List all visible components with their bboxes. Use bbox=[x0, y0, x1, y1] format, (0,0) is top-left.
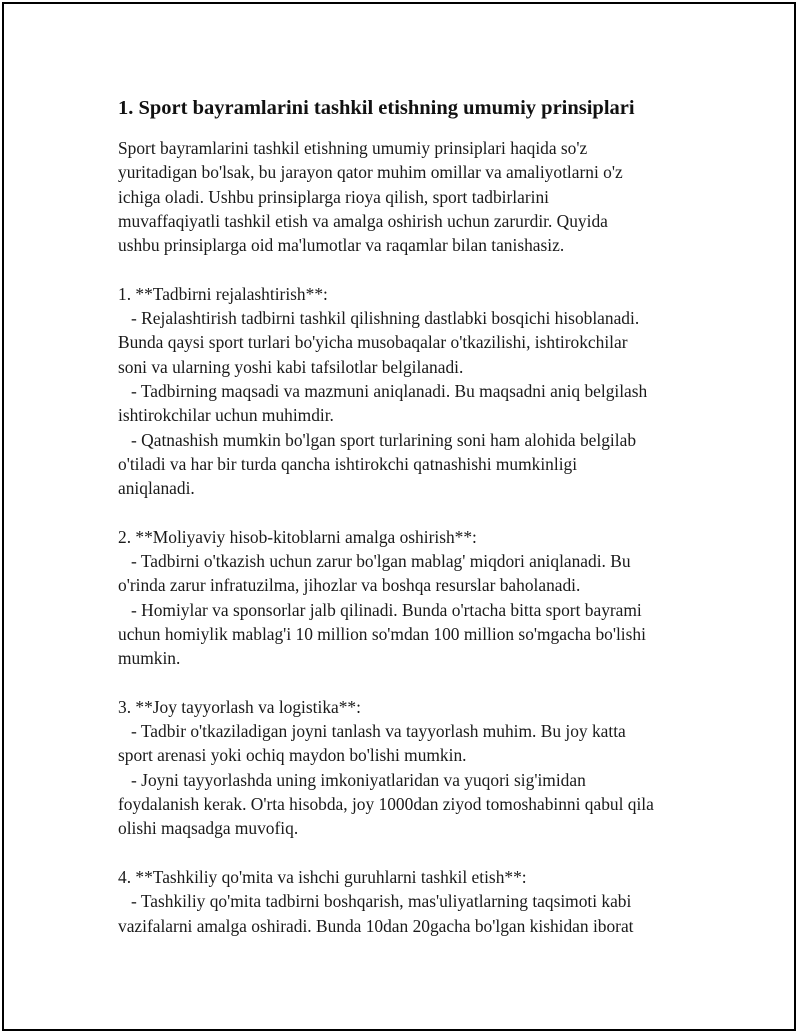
text-line: sport arenasi yoki ochiq maydon bo'lishi mumkin. bbox=[118, 745, 467, 766]
text-line: - Tadbirni o'tkazish uchun zarur bo'lgan mablag' miqdori aniqlanadi. Bu bbox=[118, 551, 631, 572]
text-line: - Homiylar va sponsorlar jalb qilinadi. Bunda o'rtacha bitta sport bayrami bbox=[118, 599, 642, 620]
text-line: muvaffaqiyatli tashkil etish va amalga oshirish uchun zarurdir. Quyida bbox=[118, 210, 608, 231]
text-line: - Rejalashtirish tadbirni tashkil qilishning dastlabki bosqichi hisoblanadi. bbox=[118, 308, 640, 329]
section-title-line: 1. **Tadbirni rejalashtirish**: bbox=[118, 283, 328, 304]
text-line: o'rinda zarur infratuzilma, jihozlar va boshqa resurslar baholanadi. bbox=[118, 575, 581, 596]
text-line: Bunda qaysi sport turlari bo'yicha musobaqalar o'tkazilishi, ishtirokchilar bbox=[118, 332, 628, 353]
text-line: mumkin. bbox=[118, 648, 181, 669]
text-line: - Tadbir o'tkaziladigan joyni tanlash va tayyorlash muhim. Bu joy katta bbox=[118, 721, 626, 742]
text-line: o'tiladi va har bir turda qancha ishtirokchi qatnashishi mumkinligi bbox=[118, 453, 578, 474]
section-title-line: 3. **Joy tayyorlash va logistika**: bbox=[118, 696, 361, 717]
text-line: Sport bayramlarini tashkil etishning umumiy prinsiplari haqida so'z bbox=[118, 138, 588, 158]
text-line: - Tashkiliy qo'mita tadbirni boshqarish, mas'uliyatlarning taqsimoti kabi bbox=[118, 891, 632, 912]
text-line: ushbu prinsiplarga oid ma'lumotlar va raqamlar bilan tanishasiz. bbox=[118, 235, 565, 256]
paragraph-gap bbox=[118, 841, 708, 865]
text-line: aniqlanadi. bbox=[118, 478, 195, 499]
section-planning bbox=[118, 282, 708, 501]
text-line: vazifalarni amalga oshiradi. Bunda 10dan 20gacha bo'lgan kishidan iborat bbox=[118, 915, 634, 936]
paragraph-gap bbox=[118, 257, 708, 281]
section-organizing-committee bbox=[118, 865, 708, 938]
section-venue-logistics bbox=[118, 695, 708, 841]
section-title-line: 2. **Moliyaviy hisob-kitoblarni amalga oshirish**: bbox=[118, 526, 477, 547]
text-line: ichiga oladi. Ushbu prinsiplarga rioya qilish, sport tadbirlarini bbox=[118, 186, 549, 207]
text-line: ishtirokchilar uchun muhimdir. bbox=[118, 405, 334, 426]
text-line: - Joyni tayyorlashda uning imkoniyatlaridan va yuqori sig'imidan bbox=[118, 769, 586, 790]
section-title-line: 4. **Tashkiliy qo'mita va ishchi guruhlarni tashkil etish**: bbox=[118, 866, 527, 887]
document-page bbox=[2, 2, 796, 1031]
paragraph-gap bbox=[118, 671, 708, 695]
section-finance bbox=[118, 525, 708, 671]
text-line: olishi maqsadga muvofiq. bbox=[118, 818, 299, 839]
text-line: - Tadbirning maqsadi va mazmuni aniqlanadi. Bu maqsadni aniq belgilash bbox=[118, 380, 648, 401]
paragraph-gap bbox=[118, 500, 708, 524]
section-heading: 1. Sport bayramlarini tashkil etishning umumiy prinsiplari bbox=[118, 97, 635, 119]
text-line: soni va ularning yoshi kabi tafsilotlar belgilanadi. bbox=[118, 356, 464, 377]
text-line: foydalanish kerak. O'rta hisobda, joy 1000dan ziyod tomoshabinni qabul qila bbox=[118, 794, 654, 815]
text-line: uchun homiylik mablag'i 10 million so'mdan 100 million so'mgacha bo'lishi bbox=[118, 623, 646, 644]
intro-paragraph bbox=[118, 136, 708, 257]
text-line: - Qatnashish mumkin bo'lgan sport turlarining soni ham alohida belgilab bbox=[118, 429, 637, 450]
document-content bbox=[118, 96, 708, 938]
text-line: yuritadigan bo'lsak, bu jarayon qator muhim omillar va amaliyotlarni o'z bbox=[118, 162, 623, 183]
